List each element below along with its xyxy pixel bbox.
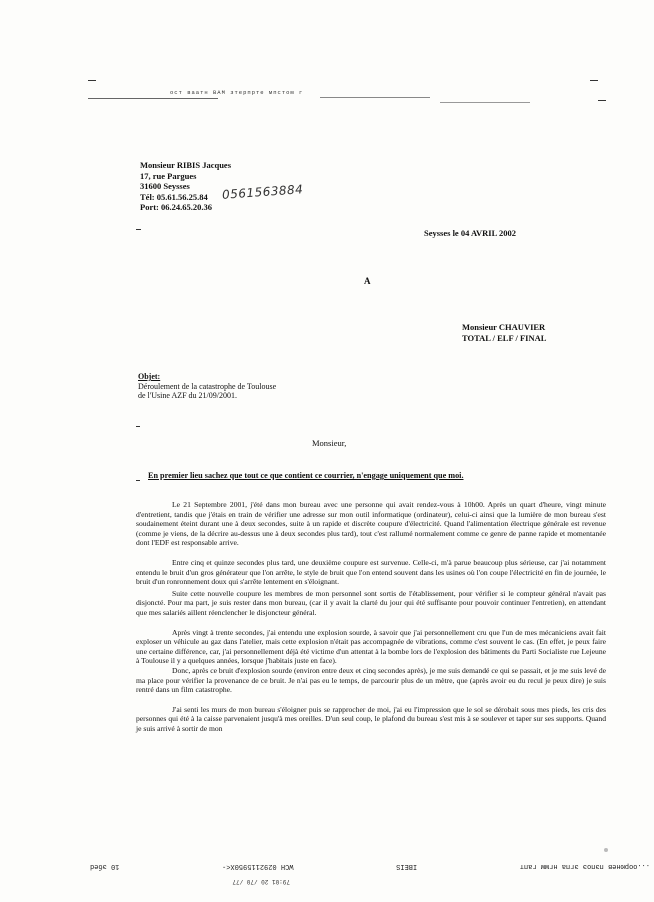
- scan-mark: [136, 229, 141, 230]
- fax-header: ост ваатн ВАМ зтерпрте мпстом г: [170, 89, 304, 96]
- scan-mark: [136, 480, 140, 481]
- fax-footer-mid: WCH 0292115950X<-: [222, 862, 294, 870]
- scan-mark: [136, 426, 140, 427]
- paragraph: Après vingt à trente secondes, j'ai entendu une explosion sourde, à savoir que j'ai personnellement cru que l'un de mes mécaniciens avait fait exploser un véhicule au gaz dans l'atelier, mais cette explosion n'était pas accompagnée de vibrations, comme c'est souvent le cas. (En effet, je peux faire une certaine différence, car, j'ai personnellement déjà été victime d'un attentat à la bombe lors de l'explosion des bâtiments du Parti Socialiste rue Lejeune à Toulouse il y a quelques années, lorsque j'habitais juste en face).: [136, 627, 606, 666]
- subject-line-1: Déroulement de la catastrophe de Toulouse: [138, 381, 277, 391]
- subject-line-2: de l'Usine AZF du 21/09/2001.: [138, 391, 237, 400]
- recipient-company: TOTAL / ELF / FINAL: [462, 332, 547, 343]
- addressee-marker: A: [364, 276, 371, 286]
- recipient-block: [462, 322, 546, 343]
- handwritten-number: 0561563884: [221, 182, 304, 202]
- scan-mark: [590, 80, 598, 81]
- lead-statement: En premier lieu sachez que tout ce que contient ce courrier, n'engage uniquement que moi.: [148, 471, 464, 480]
- sender-block: [140, 160, 231, 213]
- recipient-name: Monsieur CHAUVIER: [462, 322, 546, 332]
- fax-footer-bottom: 79:01 20 /70 /77: [232, 878, 290, 885]
- sender-city: 31600 Seysses: [140, 181, 190, 191]
- paragraph: Suite cette nouvelle coupure les membres de mon personnel sont sortis de l'établissement, pour vérifier si le compteur général n'avait pas disjoncté. Pour ma part, je suis rester dans mon bureau, (car il y avait la clarté du jour qui été suffisante pour pouvoir continuer l'entretien), en attendant que mes salariés aillent réenclencher le disjoncteur général.: [136, 588, 606, 617]
- paragraph: Entre cinq et quinze secondes plus tard, une deuxième coupure est survenue. Celle-ci, m'à parue beaucoup plus sérieuse, car j'ai notamment entendu le bruit d'un gros générateur que l'on arrête, le style de bruit que l'on entend souvent dans les usines où l'on coupe l'électricité en fin de journée, le bruit d'un ronronnement doux qui s'arrête lentement en s'éloignant.: [136, 557, 606, 587]
- paragraph: Le 21 Septembre 2001, j'été dans mon bureau avec une personne qui avait rendez-vous à 10h00. Après un quart d'heure, vingt minute d'entretient, tandis que j'étais en train de vérifier une adresse sur mon outil informatique (ordinateur), celui-ci ainsi que la lumière de mon bureau s'est soudainement éteint durant une à deux secondes, suite à un rapide et discrète coupure d'électricité. Quand l'alimentation électrique générale est revenue (comme je viens, de la décrire au-dessus une à deux secondes plus tard), tout c'est rallumé normalement comme ce genre de panne rapide et momentanée dont l'EDF est responsable arrive.: [136, 500, 606, 548]
- paragraph: J'ai senti les murs de mon bureau s'éloigner puis se rapprocher de moi, j'ai eu l'impression que le sol se dérobait sous mes pieds, les cris des personnes qui été à la caisse parvenaient jusqu'à mes oreilles. D'un seul coup, le plafond du bureau s'est mis à se soulever et taper sur ses supports. Quand je suis arrivé à sortir de mon: [136, 704, 606, 733]
- subject-label: Objet:: [138, 372, 161, 381]
- scan-line: [320, 97, 430, 98]
- fax-footer: [90, 862, 650, 870]
- date-line: Seysses le 04 AVRIL 2002: [424, 228, 516, 238]
- scan-mark: [88, 80, 96, 81]
- sender-street: 17, rue Pargues: [140, 170, 197, 181]
- subject-block: [138, 372, 276, 401]
- salutation: Monsieur,: [312, 438, 347, 448]
- paragraph: Donc, après ce bruit d'explosion sourde (environ entre deux et cinq secondes après), je me suis demandé ce qui se passait, et je me suis levé de ma place pour vérifier la provenance de ce bruit. Je n'ai pas eu le temps, de parcourir plus de un mètre, que (après avoir eu du recul je peux dire) je suis rentré dans un film catastrophe.: [136, 665, 606, 695]
- sender-name: Monsieur RIBIS Jacques: [140, 160, 231, 170]
- sender-port: Port: 06.24.65.20.36: [140, 202, 213, 212]
- sender-tel: Tél: 05.61.56.25.84: [140, 191, 208, 202]
- scan-line: [440, 102, 530, 103]
- scan-mark: [598, 100, 606, 101]
- scan-smudge: [604, 848, 608, 852]
- fax-footer-left: 10 эбеd: [90, 862, 120, 870]
- fax-footer-right: ...оорюнев пэпоэ эгпа нгмм гапт: [519, 862, 650, 870]
- scan-line: [88, 98, 218, 99]
- fax-footer-mid2: IBEIS: [396, 862, 418, 870]
- letter-body: [136, 500, 606, 733]
